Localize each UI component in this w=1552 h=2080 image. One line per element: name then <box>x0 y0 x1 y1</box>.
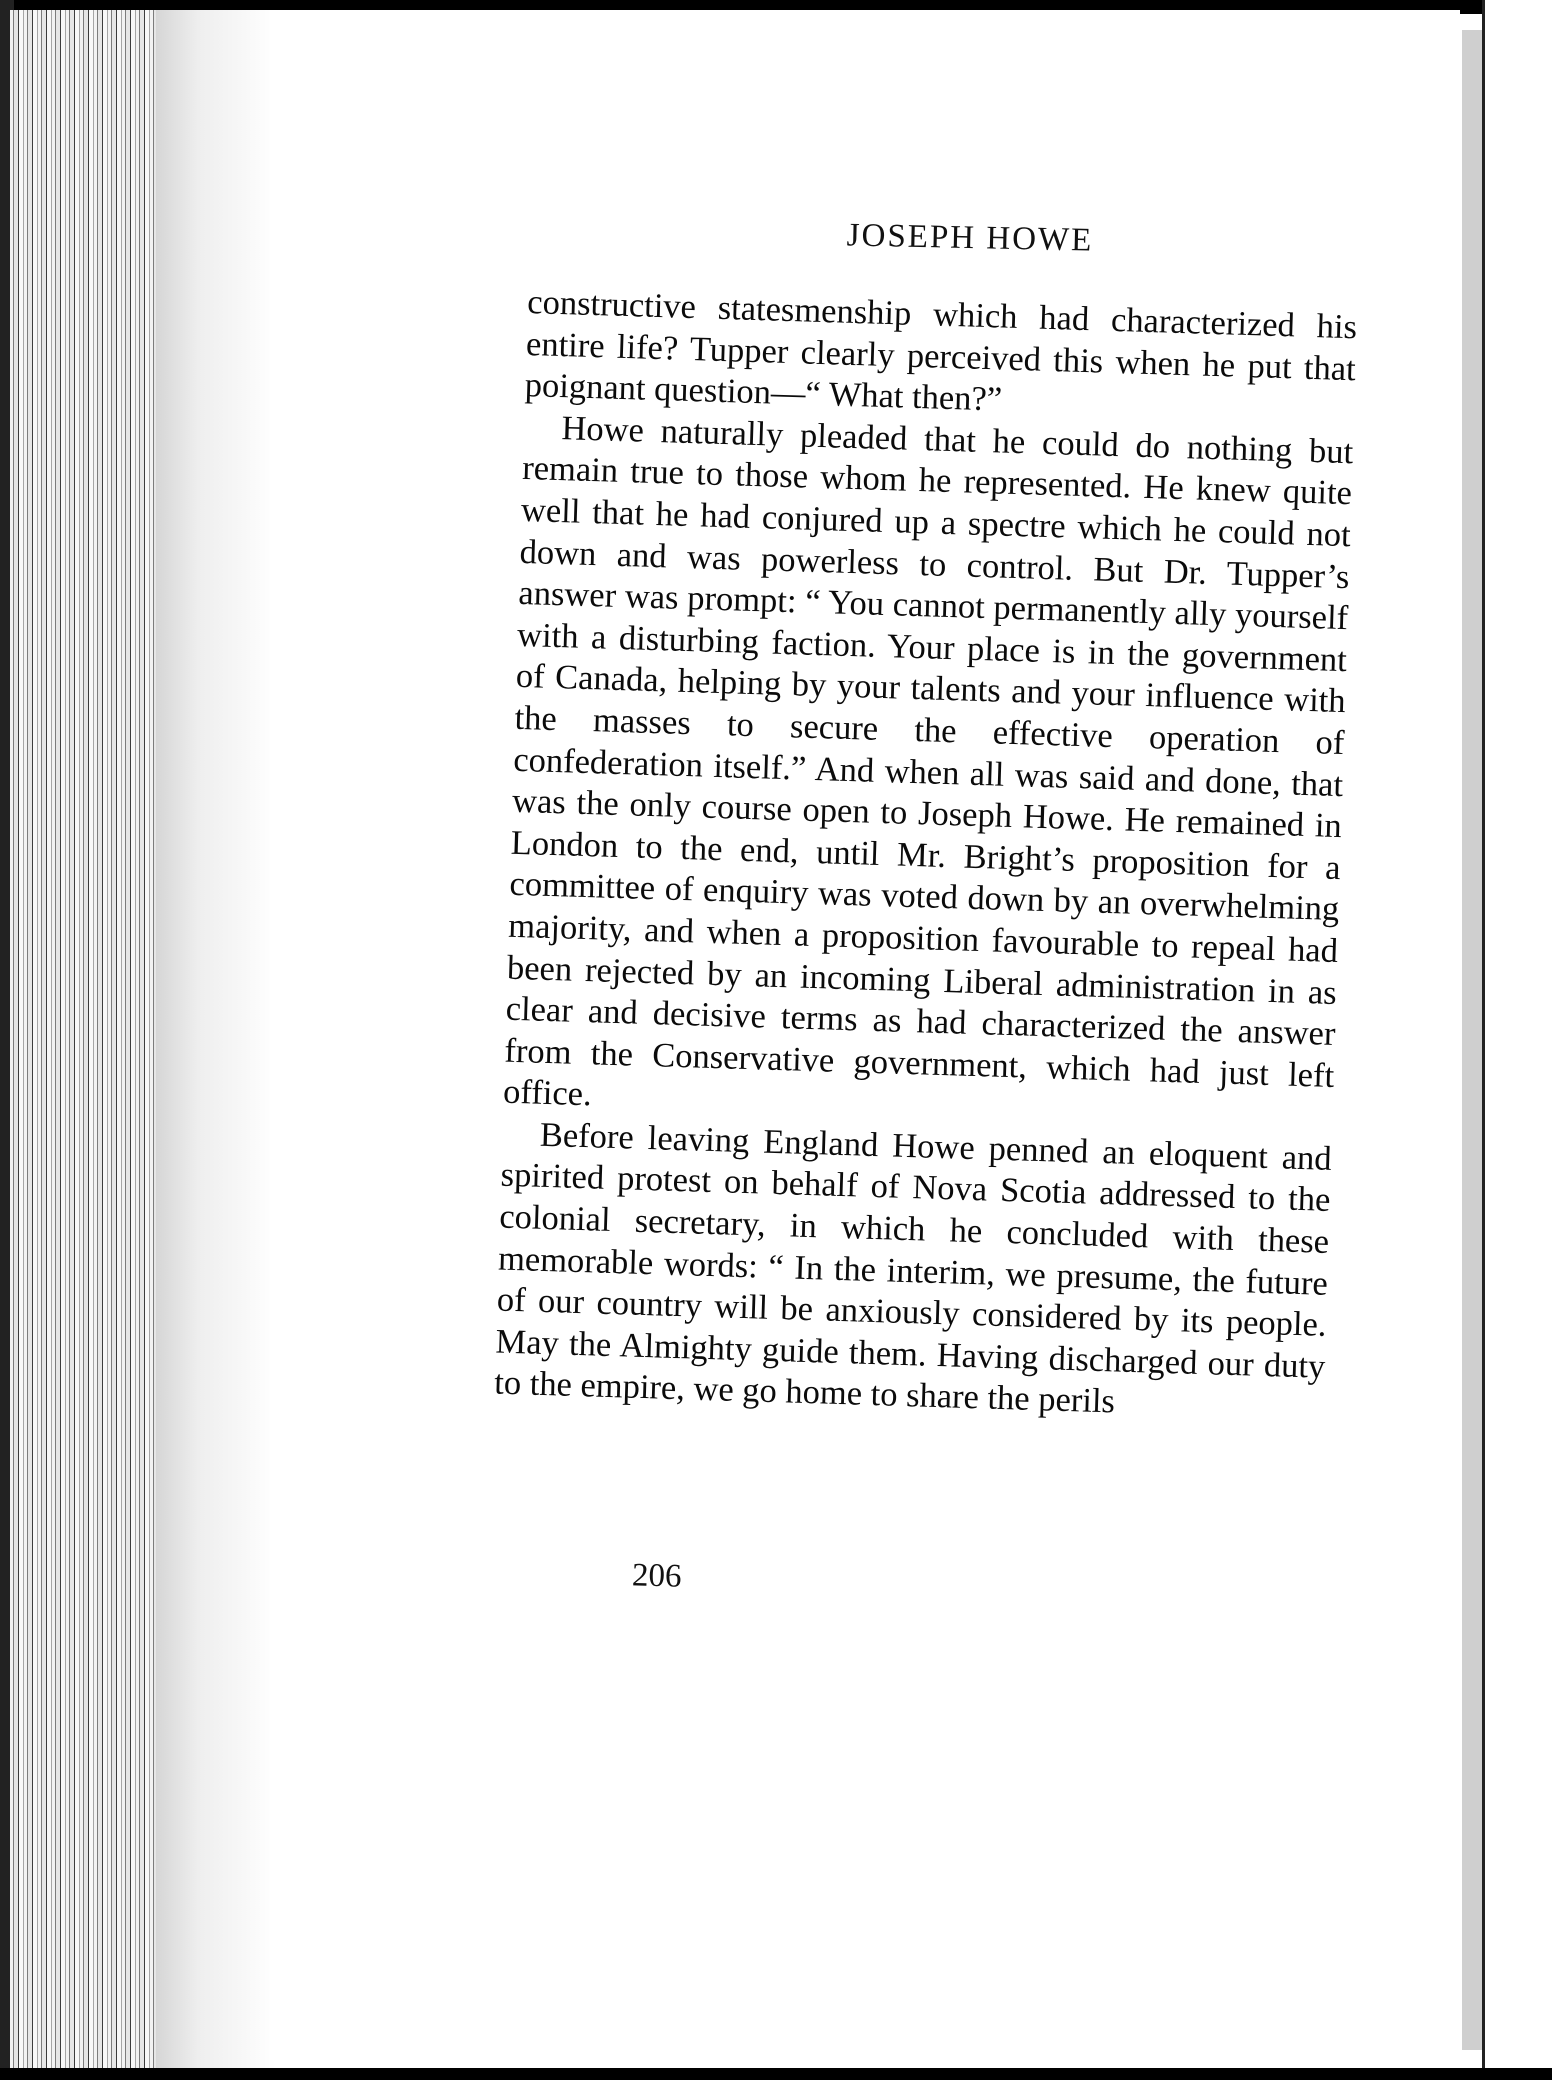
scan-bottom-border <box>0 2068 1552 2080</box>
body-text <box>494 282 1358 1430</box>
paragraph: Before leaving England Howe penned an eloquent and spirited protest on behalf of Nova Scotia addressed to the colonial secretary, in which he concluded with these memorable words: “ In the interim, we presume, the future of our country will be anxiously considered by its people. May the Almighty guide them. Having discharged our duty to the empire, we go home to share the perils <box>493 1115 1333 1421</box>
right-page-strip <box>1462 30 1482 2050</box>
gutter-shadow <box>156 10 276 2070</box>
paragraph: Howe naturally pleaded that he could do nothing but remain true to those whom he represented. He knew quite well that he had conjured up a spectre which he could not down and was powerless to control. But Dr. Tupper’s answer was prompt: “ You cannot permanently ally yourself with a disturbing faction. Your place is in the government of Canada, helping by your talents and your influence with the masses to secure the effective operation of confederation itself.” And when all was said and done, that was the only course open to Joseph Howe. He remained in London to the end, until Mr. Bright’s proposition for a committee of enquiry was voted down by an overwhelming majority, and when a proposition favourable to repeal had been rejected by an incoming Liberal administration in as clear and decisive terms as had characterized the answer from the Conservative government, which had just left office. <box>502 408 1354 1114</box>
page-number: 206 <box>631 1557 682 1595</box>
paragraph: constructive statesmenship which had characterized his entire life? Tupper clearly perceived this when he put that poignant question—“ What then?” <box>524 282 1358 419</box>
running-head: JOSEPH HOWE <box>846 217 1094 259</box>
right-margin <box>1482 0 1552 2080</box>
page-edges <box>10 10 160 2070</box>
